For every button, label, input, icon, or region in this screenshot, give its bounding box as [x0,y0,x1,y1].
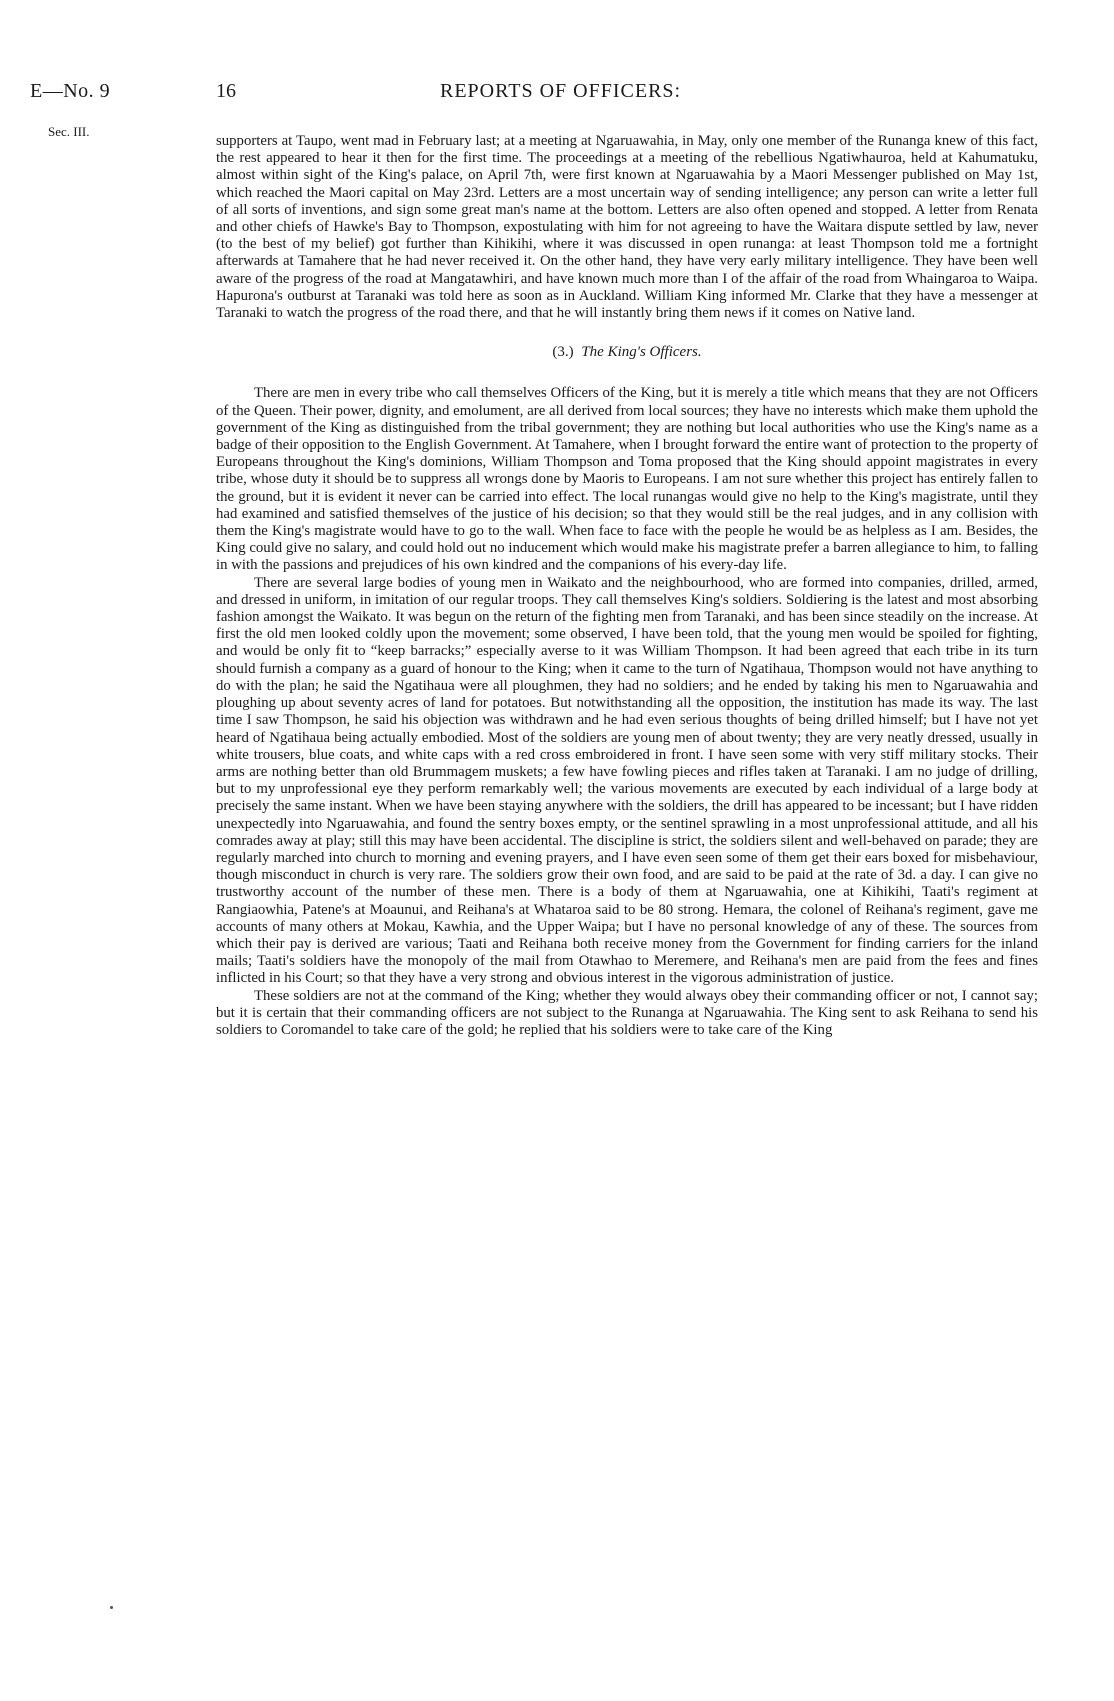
paragraph-3: There are several large bodies of young men in Waikato and the neighbourhood, who are formed into companies, drilled, armed, and dressed in uniform, in imitation of our regular troops. They call themselves King's soldiers. Soldiering is the latest and most absorbing fashion amongst the Waikato. It was begun on the return of the fighting men from Taranaki, and has been since steadily on the increase. At first the old men looked coldly upon the movement; some observed, I have been told, that the young men would be spoiled for fighting, and would be only fit to “keep barracks;” especially averse to it was William Thompson. It had been agreed that each tribe in its turn should furnish a company as a guard of honour to the King; when it came to the turn of Ngatihaua, Thompson would not have anything to do with the plan; he said the Ngatihaua were all ploughmen, they had no soldiers; and he ended by taking his men to Ngaruawahia and ploughing up about seventy acres of land for potatoes. But notwithstanding all the opposition, the institution has made its way. The last time I saw Thompson, he said his objection was withdrawn and he had even serious thoughts of being drilled himself; but I have not yet heard of Ngatihaua being actually embodied. Most of the soldiers are young men of about twenty; they are very neatly dressed, usually in white trousers, blue coats, and white caps with a red cross embroidered in front. I have seen some with very stiff military stocks. Their arms are nothing better than old Brummagem muskets; a few have fowling pieces and rifles taken at Taranaki. I am no judge of drilling, but to my unprofessional eye they perform remarkably well; the various movements are executed by each individual of a large body at precisely the same instant. When we have been staying anywhere with the soldiers, the drill has appeared to be incessant; but I have ridden unexpectedly into Ngaruawahia, and found the sentry boxes empty, or the sentinel sprawling in a most unprofessional attitude, and all his comrades away at play; still this may have been accidental. The discipline is strict, the soldiers silent and well-behaved on parade; they are regularly marched into church to morning and evening prayers, and I have even seen some of them get their ears boxed for misbehaviour, though misconduct in church is very rare. The soldiers grow their own food, and are said to be paid at the rate of 3d. a day. I can give no trustworthy account of the number of these men. There is a body of them at Ngaruawahia, one at Kihikihi, Taati's regiment at Rangiaowhia, Patene's at Moaunui, and Reihana's at Whataroa said to be 80 strong. Hemara, the colonel of Reihana's regiment, gave me accounts of many others at Mokau, Kawhia, and the Upper Waipa; but I have no personal knowledge of any of these. The sources from which their pay is derived are various; Taati and Reihana both receive money from the Government for finding carriers for the inland mails; Taati's soldiers have the monopoly of the mail from Otawhao to Meremere, and Reihana's men are paid from the fees and fines inflicted in his Court; so that they have a very strong and obvious interest in the vigorous administration of justice. [216,574,1038,987]
body-text [216,133,1038,1039]
section-number: (3.) [552,344,574,361]
paragraph-1: supporters at Taupo, went mad in February last; at a meeting at Ngaruawahia, in May, only one member of the Runanga knew of this fact, the rest appeared to hear it then for the first time. The proceedings at a meeting of the rebellious Ngatiwhauroa, held at Kahumatuku, almost within sight of the King's palace, on April 7th, were first known at Ngaruawahia by a Maori Messenger published on May 1st, which reached the Maori capital on May 23rd. Letters are a most uncertain way of sending intelligence; any person can write a letter full of all sorts of inventions, and sign some great man's name at the bottom. Letters are also often opened and stopped. A letter from Renata and other chiefs of Hawke's Bay to Thompson, expostulating with him for not agreeing to have the Waitara dispute settled by law, never (to the best of my belief) got further than Kihikihi, where it was discussed in open runanga: at least Thompson told me a fortnight afterwards at Tamahere that he had never received it. On the other hand, they have very early military intelligence. They have been well aware of the progress of the road at Mangatawhiri, and have known much more than I of the affair of the road from Whaingaroa to Waipa. Hapurona's outburst at Taranaki was told here as soon as in Auckland. William King informed Mr. Clarke that they have a messenger at Taranaki to watch the progress of the road there, and that he will instantly bring them news if it comes on Native land. [216,133,1038,322]
section-title: The King's Officers. [581,344,702,361]
paragraph-2: There are men in every tribe who call themselves Officers of the King, but it is merely a title which means that they are not Officers of the Queen. Their power, dignity, and emolument, are all derived from local sources; they have no interests which make them uphold the government of the King as distinguished from the tribal government; they are nothing but local authorities who use the King's name as a badge of their opposition to the English Government. At Tamahere, when I brought forward the entire want of protection to the property of Europeans throughout the King's dominions, William Thompson and Toma proposed that the King should appoint magistrates in every tribe, whose duty it should be to suppress all wrongs done by Maoris to Europeans. I am not sure whether this project has entirely fallen to the ground, but it is evident it never can be carried into effect. The local runangas would give no help to the King's magistrate, until they had examined and satisfied themselves of the justice of his decision; so that they would still be the real judges, and in any collision with them the King's magistrate would have to go to the wall. When face to face with the people he would be as helpless as I am. Besides, the King could give no salary, and could hold out no inducement which would make his magistrate prefer a barren allegiance to him, to falling in with the passions and prejudices of his own kindred and the companions of his every-day life. [216,385,1038,574]
section-heading [216,344,1038,361]
page-number: 16 [216,80,236,102]
paragraph-4: These soldiers are not at the command of the King; whether they would always obey their commanding officer or not, I cannot say; but it is certain that their commanding officers are not subject to the Runanga at Ngaruawahia. The King sent to ask Reihana to send his soldiers to Coromandel to take care of the gold; he replied that his soldiers were to take care of the King [216,987,1038,1038]
document-series: E—No. 9 [30,80,111,102]
margin-mark [110,1606,113,1609]
running-head: REPORTS OF OFFICERS: [440,80,682,102]
section-label: Sec. III. [48,124,90,139]
